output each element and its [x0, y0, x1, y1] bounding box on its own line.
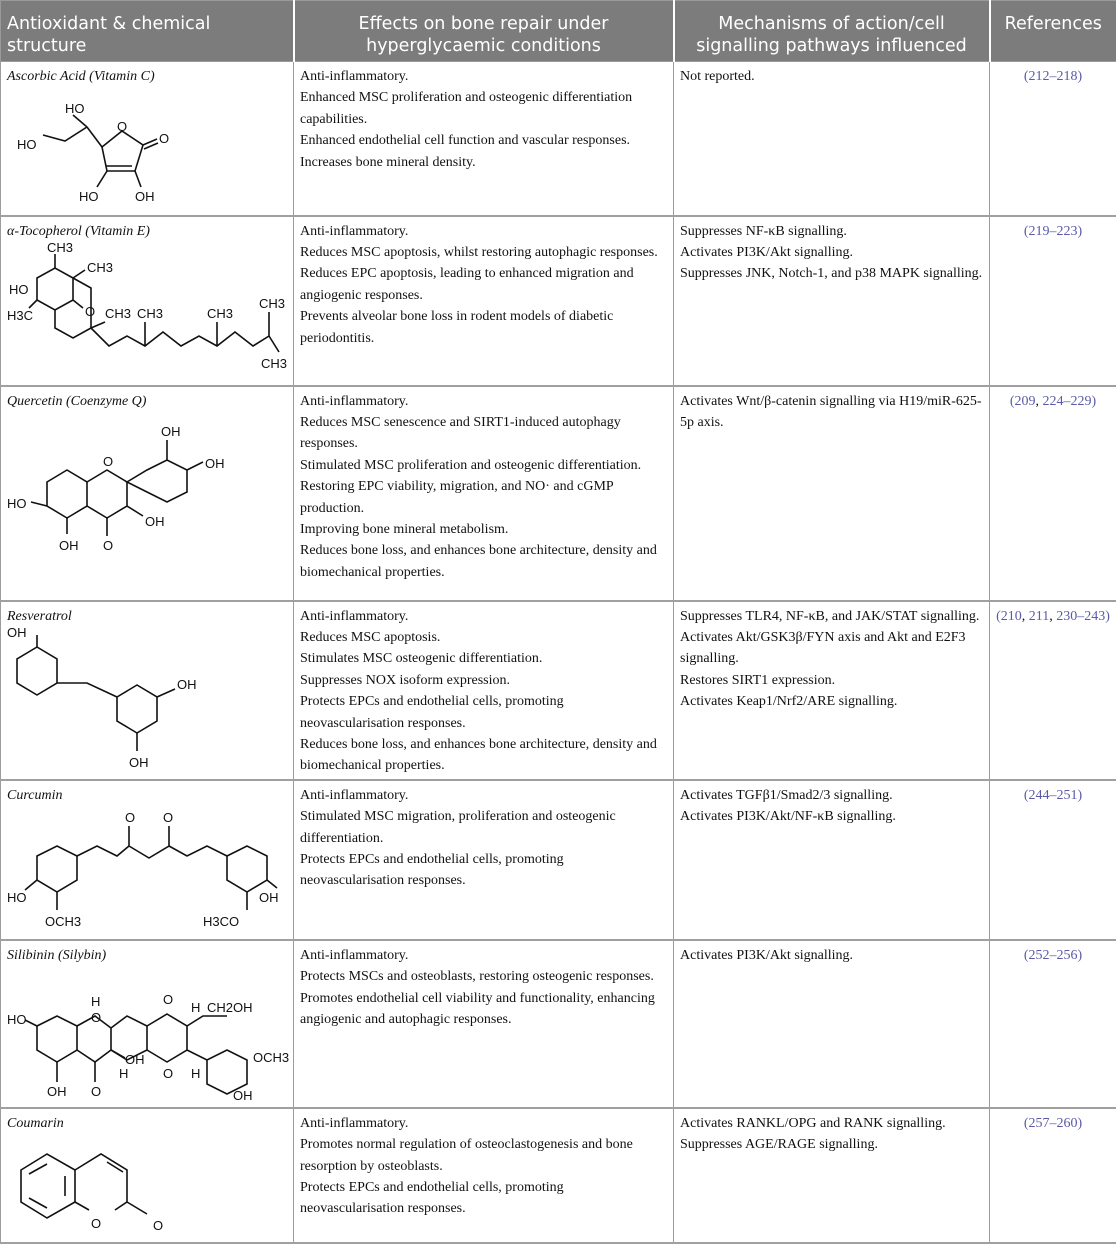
label: CH3 [207, 306, 233, 321]
reference-link[interactable]: (257–260) [1024, 1116, 1082, 1131]
label: O [163, 992, 173, 1007]
references-cell: (209, 224–229) [990, 386, 1116, 601]
mechanism-item: Activates Akt/GSK3β/FYN axis and Akt and E2F3 signalling. [680, 627, 983, 670]
silibinin-structure-icon [7, 966, 289, 1104]
effects-cell [294, 601, 674, 780]
references-cell [990, 216, 1116, 386]
reference-link[interactable]: 209 [1015, 394, 1036, 409]
mechanisms-cell [674, 1108, 990, 1243]
structure-cell [1, 216, 294, 386]
label: CH3 [47, 242, 73, 255]
reference-separator: , [1036, 394, 1043, 409]
label: O [103, 538, 113, 553]
mechanism-item: Suppresses AGE/RAGE signalling. [680, 1134, 983, 1155]
label: O [91, 1084, 101, 1099]
effect-item: Promotes normal regulation of osteoclastogenesis and bone resorption by osteoblasts. [300, 1134, 667, 1177]
label: O [91, 1216, 101, 1231]
effect-item: Restoring EPC viability, migration, and NO· and cGMP production. [300, 476, 667, 519]
label: HO [17, 137, 37, 152]
effects-cell [294, 940, 674, 1108]
label: O [153, 1218, 163, 1233]
table-row [1, 940, 1116, 1108]
effect-item: Enhanced endothelial cell function and vascular responses. [300, 130, 667, 151]
header-mechanisms: Mechanisms of action/cell signalling pathways influenced [674, 1, 990, 62]
effect-item: Anti-inflammatory. [300, 785, 667, 806]
label: OH [177, 677, 197, 692]
curcumin-structure-icon [7, 806, 289, 936]
effect-item: Anti-inflammatory. [300, 945, 667, 966]
table-row [1, 780, 1116, 940]
resveratrol-structure-icon [7, 627, 247, 773]
compound-name: Ascorbic Acid (Vitamin C) [7, 66, 287, 87]
label: O [163, 1066, 173, 1081]
label: OH [125, 1052, 145, 1067]
compound-name: Silibinin (Silybin) [7, 945, 287, 966]
label: OH [7, 627, 27, 640]
reference-link[interactable]: 211 [1029, 609, 1049, 624]
reference-link[interactable]: 230–243 [1056, 609, 1105, 624]
effect-item: Stimulated MSC migration, proliferation and osteogenic differentiation. [300, 806, 667, 849]
compound-name: Coumarin [7, 1113, 287, 1134]
mechanism-item: Activates TGFβ1/Smad2/3 signalling. [680, 785, 983, 806]
reference-separator: , [1022, 609, 1029, 624]
reference-link[interactable]: 210 [1001, 609, 1022, 624]
effect-item: Anti-inflammatory. [300, 66, 667, 87]
effect-item: Suppresses NOX isoform expression. [300, 670, 667, 691]
effect-item: Promotes endothelial cell viability and functionality, enhancing angiogenic and autophagic responses. [300, 988, 667, 1031]
quercetin-structure-icon [7, 412, 257, 572]
effect-item: Prevents alveolar bone loss in rodent models of diabetic periodontitis. [300, 306, 667, 349]
references-cell [990, 940, 1116, 1108]
effect-item: Increases bone mineral density. [300, 152, 667, 173]
label: H [191, 1000, 200, 1015]
effect-item: Reduces bone loss, and enhances bone architecture, density and biomechanical properties. [300, 734, 667, 777]
table-row [1, 601, 1116, 780]
label: O [117, 119, 127, 134]
mechanism-item: Activates PI3K/Akt signalling. [680, 242, 983, 263]
label: OH [47, 1084, 67, 1099]
mechanism-item: Suppresses TLR4, NF-κB, and JAK/STAT signalling. [680, 606, 983, 627]
effect-item: Reduces MSC apoptosis. [300, 627, 667, 648]
mechanism-item: Suppresses NF-κB signalling. [680, 221, 983, 242]
mechanism-item: Restores SIRT1 expression. [680, 670, 983, 691]
mechanism-item: Not reported. [680, 66, 983, 87]
mechanisms-cell [674, 62, 990, 216]
label: CH3 [87, 260, 113, 275]
effect-item: Protects EPCs and endothelial cells, promoting neovascularisation responses. [300, 1177, 667, 1220]
label: CH3 [259, 296, 285, 311]
label: O [163, 810, 173, 825]
label: HO [9, 282, 29, 297]
table-row [1, 62, 1116, 216]
label: OH [233, 1088, 253, 1103]
label: OCH3 [45, 914, 81, 929]
label: OH [259, 890, 279, 905]
reference-link[interactable]: 224–229 [1043, 394, 1092, 409]
references-cell: (210, 211, 230–243) [990, 601, 1116, 780]
effects-cell [294, 62, 674, 216]
structure-cell [1, 386, 294, 601]
label: CH3 [137, 306, 163, 321]
reference-link[interactable]: (212–218) [1024, 69, 1082, 84]
compound-name: Resveratrol [7, 606, 287, 627]
label: OH [161, 424, 181, 439]
label: HO [65, 101, 85, 116]
table-row [1, 1108, 1116, 1243]
mechanisms-cell [674, 386, 990, 601]
effect-item: Reduces MSC apoptosis, whilst restoring autophagic responses. [300, 242, 667, 263]
structure-cell [1, 601, 294, 780]
header-structure: Antioxidant & chemical structure [1, 1, 294, 62]
label: CH2OH [207, 1000, 253, 1015]
mechanism-item: Suppresses JNK, Notch-1, and p38 MAPK signalling. [680, 263, 983, 284]
structure-cell [1, 780, 294, 940]
table-row [1, 216, 1116, 386]
compound-name: Quercetin (Coenzyme Q) [7, 391, 287, 412]
label: O [85, 304, 95, 319]
label: O [159, 131, 169, 146]
effect-item: Anti-inflammatory. [300, 391, 667, 412]
effect-item: Protects MSCs and osteoblasts, restoring osteogenic responses. [300, 966, 667, 987]
structure-cell [1, 1108, 294, 1243]
label: HO [7, 890, 27, 905]
mechanisms-cell [674, 780, 990, 940]
table-row [1, 386, 1116, 601]
label: HO [7, 496, 27, 511]
references-cell [990, 780, 1116, 940]
effects-cell [294, 386, 674, 601]
label: HO [79, 189, 99, 204]
mechanism-item: Activates PI3K/Akt/NF-κB signalling. [680, 806, 983, 827]
effect-item: Protects EPCs and endothelial cells, promoting neovascularisation responses. [300, 691, 667, 734]
mechanism-item: Activates Keap1/Nrf2/ARE signalling. [680, 691, 983, 712]
label: OCH3 [253, 1050, 289, 1065]
effect-item: Reduces EPC apoptosis, leading to enhanced migration and angiogenic responses. [300, 263, 667, 306]
reference-separator: , [1049, 609, 1056, 624]
label: H [91, 994, 100, 1009]
effect-item: Anti-inflammatory. [300, 606, 667, 627]
mechanism-item: Activates PI3K/Akt signalling. [680, 945, 983, 966]
mechanisms-cell [674, 216, 990, 386]
effect-item: Enhanced MSC proliferation and osteogenic differentiation capabilities. [300, 87, 667, 130]
ascorbic-acid-structure-icon [7, 87, 177, 211]
label: H3CO [203, 914, 239, 929]
mechanism-item: Activates RANKL/OPG and RANK signalling. [680, 1113, 983, 1134]
label: CH3 [105, 306, 131, 321]
structure-cell [1, 62, 294, 216]
references-cell [990, 62, 1116, 216]
label: CH3 [261, 356, 287, 371]
label: H [191, 1066, 200, 1081]
effects-cell [294, 216, 674, 386]
label: OH [135, 189, 155, 204]
effects-cell [294, 1108, 674, 1243]
label: O [103, 454, 113, 469]
header-references: References [990, 1, 1116, 62]
label: H3C [7, 308, 33, 323]
effect-item: Reduces MSC senescence and SIRT1-induced autophagy responses. [300, 412, 667, 455]
mechanisms-cell [674, 601, 990, 780]
compound-name: Curcumin [7, 785, 287, 806]
effect-item: Protects EPCs and endothelial cells, promoting neovascularisation responses. [300, 849, 667, 892]
effect-item: Anti-inflammatory. [300, 221, 667, 242]
label: O [91, 1010, 101, 1025]
effects-cell [294, 780, 674, 940]
header-row [1, 1, 1116, 62]
mechanism-item: Activates Wnt/β-catenin signalling via H19/miR-625-5p axis. [680, 391, 983, 434]
effect-item: Stimulated MSC proliferation and osteogenic differentiation. [300, 455, 667, 476]
tocopherol-structure-icon [7, 242, 287, 382]
header-effects: Effects on bone repair under hyperglycaemic conditions [294, 1, 674, 62]
label: OH [145, 514, 165, 529]
effect-item: Stimulates MSC osteogenic differentiation. [300, 648, 667, 669]
label: OH [129, 755, 149, 770]
compound-name: α-Tocopherol (Vitamin E) [7, 221, 287, 242]
effect-item: Anti-inflammatory. [300, 1113, 667, 1134]
label: OH [205, 456, 225, 471]
label: O [125, 810, 135, 825]
label: OH [59, 538, 79, 553]
effect-item: Improving bone mineral metabolism. [300, 519, 667, 540]
reference-link[interactable]: (219–223) [1024, 224, 1082, 239]
label: H [119, 1066, 128, 1081]
references-cell [990, 1108, 1116, 1243]
reference-link[interactable]: (244–251) [1024, 788, 1082, 803]
structure-cell [1, 940, 294, 1108]
label: HO [7, 1012, 27, 1027]
mechanisms-cell [674, 940, 990, 1108]
reference-link[interactable]: (252–256) [1024, 948, 1082, 963]
coumarin-structure-icon [7, 1134, 207, 1240]
effect-item: Reduces bone loss, and enhances bone architecture, density and biomechanical properties. [300, 540, 667, 583]
